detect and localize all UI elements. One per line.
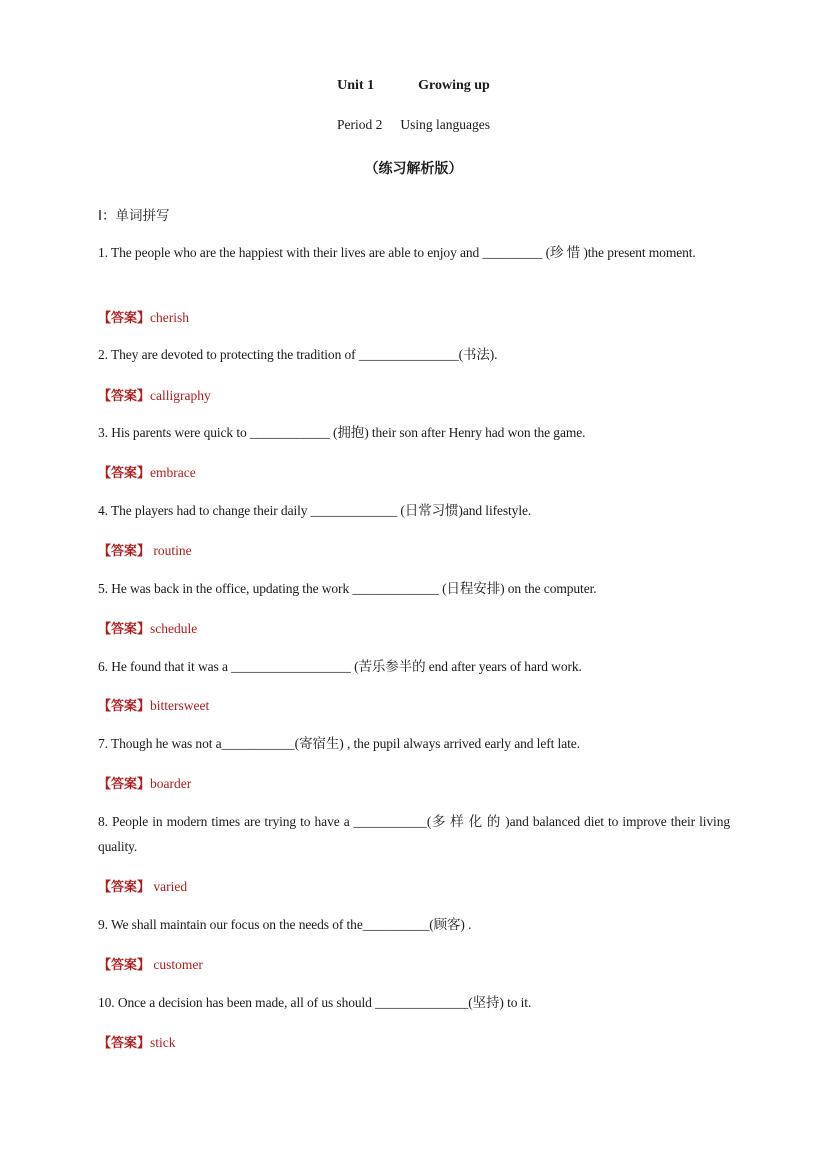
answer-text: varied [150,879,188,894]
answer-tag: 【答案】 [98,544,151,559]
unit-title [0,78,827,94]
question-4: 4. The players had to change their daily _____________ (日常习惯)and lifestyle. [98,503,532,518]
answer-text: routine [150,543,192,558]
period-name: Using languages [400,117,490,132]
question-3: 3. His parents were quick to ____________ (拥抱) their son after Henry had won the game. [98,425,586,440]
question-1: 1. The people who are the happiest with their lives are able to enjoy and _________ (珍 惜 )the present moment. [98,245,696,260]
answer-6 [98,695,209,714]
answer-tag: 【答案】 [98,699,151,714]
answer-tag: 【答案】 [98,622,151,637]
answer-tag: 【答案】 [98,958,151,973]
question-2: 2. They are devoted to protecting the tradition of _______________(书法). [98,347,498,362]
answer-7 [98,773,191,792]
answer-text: calligraphy [150,388,211,403]
answer-text: schedule [150,621,198,636]
question-10: 10. Once a decision has been made, all of us should ______________(坚持) to it. [98,995,532,1010]
answer-tag: 【答案】 [98,311,151,326]
question-8: 8. People in modern times are trying to have a ___________(多 样 化 的 )and balanced diet to improve their living quality. [98,814,730,854]
answer-9 [98,954,203,973]
question-7: 7. Though he was not a___________(寄宿生) , the pupil always arrived early and left late. [98,736,580,751]
answer-3 [98,462,196,481]
answer-text: boarder [150,776,192,791]
answer-tag: 【答案】 [98,389,151,404]
version-label: （练习解析版） [364,161,463,177]
answer-text: customer [150,957,203,972]
section-heading: Ⅰ：单词拼写 [98,208,170,224]
period-number: Period 2 [337,117,383,132]
answer-text: embrace [150,465,196,480]
answer-text: bittersweet [150,698,210,713]
period-title [0,117,827,133]
answer-10 [98,1032,176,1051]
answer-tag: 【答案】 [98,880,151,895]
answer-5 [98,618,197,637]
answer-2 [98,385,211,404]
answer-text: cherish [150,310,189,325]
answer-tag: 【答案】 [98,1036,151,1051]
unit-name: Growing up [418,78,490,93]
answer-tag: 【答案】 [98,466,151,481]
answer-tag: 【答案】 [98,777,151,792]
question-6: 6. He found that it was a __________________ (苦乐参半的 end after years of hard work. [98,659,582,674]
answer-text: stick [150,1035,176,1050]
answer-1 [98,307,189,326]
unit-number: Unit 1 [337,78,375,93]
answer-8 [98,876,187,895]
question-9: 9. We shall maintain our focus on the needs of the__________(顾客) . [98,917,472,932]
question-5: 5. He was back in the office, updating the work _____________ (日程安排) on the computer. [98,581,597,596]
answer-4 [98,540,192,559]
